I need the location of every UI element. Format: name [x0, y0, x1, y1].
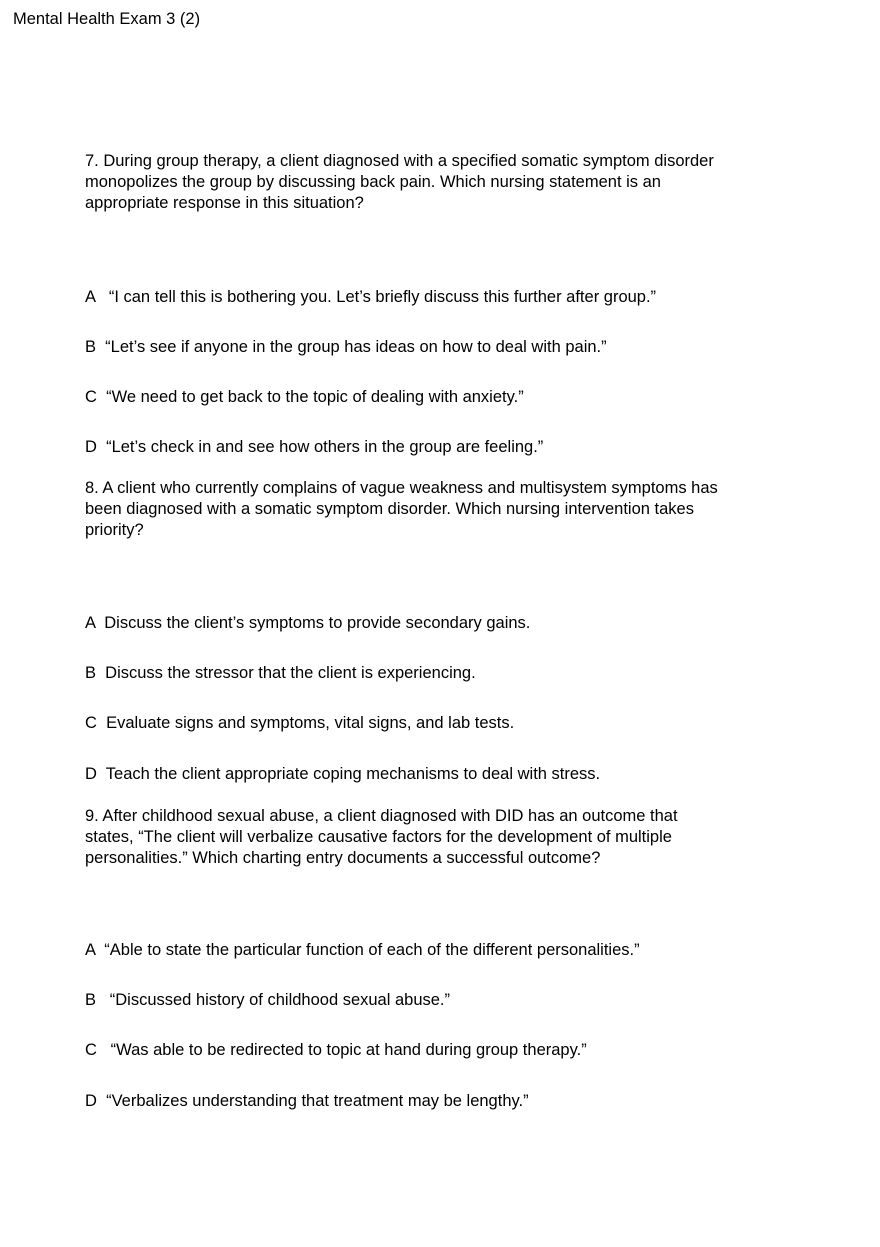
document-header: Mental Health Exam 3 (2): [13, 10, 201, 28]
question-stem-line: personalities.” Which charting entry documents a successful outcome?: [85, 848, 601, 867]
question-8-option-b: B Discuss the stressor that the client is experiencing.: [85, 664, 476, 682]
question-7-option-c: C “We need to get back to the topic of dealing with anxiety.”: [85, 388, 524, 406]
question-stem-line: appropriate response in this situation?: [85, 193, 364, 212]
question-9-option-c: C “Was able to be redirected to topic at hand during group therapy.”: [85, 1041, 587, 1059]
question-7-stem: [85, 151, 785, 213]
question-stem-line: states, “The client will verbalize causative factors for the development of multiple: [85, 827, 672, 846]
question-stem-line: 7. During group therapy, a client diagnosed with a specified somatic symptom disorder: [85, 152, 714, 170]
question-8-option-a: A Discuss the client’s symptoms to provide secondary gains.: [85, 614, 531, 632]
question-8-stem: [85, 478, 785, 540]
question-7-option-a: A “I can tell this is bothering you. Let’s briefly discuss this further after group.”: [85, 288, 657, 306]
question-9-option-d: D “Verbalizes understanding that treatment may be lengthy.”: [85, 1092, 529, 1110]
question-8-option-c: C Evaluate signs and symptoms, vital signs, and lab tests.: [85, 714, 515, 732]
question-stem-line: monopolizes the group by discussing back pain. Which nursing statement is an: [85, 172, 661, 191]
question-stem-line: been diagnosed with a somatic symptom disorder. Which nursing intervention takes: [85, 499, 694, 518]
question-stem-line: priority?: [85, 520, 144, 539]
question-7-option-d: D “Let’s check in and see how others in the group are feeling.”: [85, 438, 544, 456]
question-7-option-b: B “Let’s see if anyone in the group has ideas on how to deal with pain.”: [85, 338, 607, 356]
question-9-stem: [85, 806, 785, 868]
question-8-option-d: D Teach the client appropriate coping mechanisms to deal with stress.: [85, 765, 601, 783]
question-stem-line: 9. After childhood sexual abuse, a client diagnosed with DID has an outcome that: [85, 807, 678, 825]
question-9-option-b: B “Discussed history of childhood sexual abuse.”: [85, 991, 451, 1009]
question-9-option-a: A “Able to state the particular function of each of the different personalities.”: [85, 941, 640, 959]
question-stem-line: 8. A client who currently complains of vague weakness and multisystem symptoms has: [85, 479, 718, 497]
